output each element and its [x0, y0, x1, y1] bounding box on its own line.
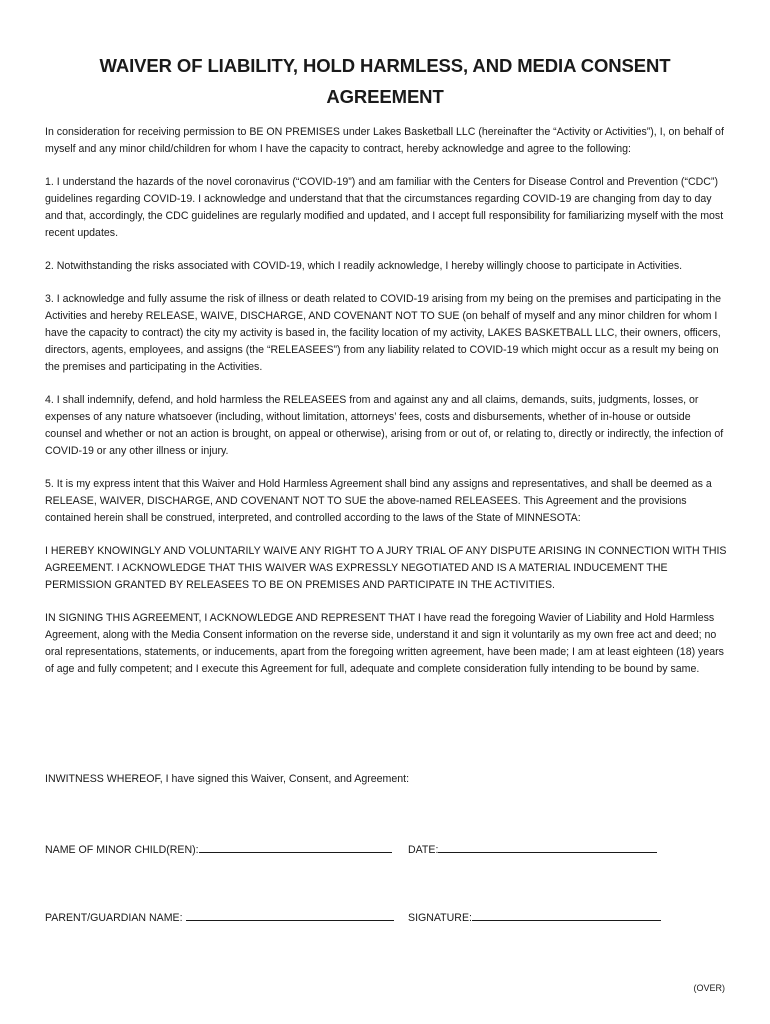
- clause-3: 3. I acknowledge and fully assume the risk of illness or death related to COVID-19 arising from my being on the premises and participating in the Activities and hereby RELEASE, WAIVE, DISCHARGE, AND COVENANT NOT TO SUE (on behalf of myself and any minor children for whom I have the capacity to contract) the city my activity is based in, the facility location of my activity, LAKES BASKETBALL LLC, their owners, officers, directors, agents, employees, and assigns (the “RELEASEES”) from any liability related to COVID-19 which might occur as a result my being on the premises and participating in the Activities.: [45, 293, 721, 373]
- clause-4: 4. I shall indemnify, defend, and hold harmless the RELEASEES from and against any and all claims, demands, suits, judgments, losses, or expenses of any nature whatsoever (including, without limitation, attorneys’ fees, costs and disbursements, whether of in-house or outside counsel and whether or not an action is brought, on appeal or otherwise), arising from or out of, or relating to, directly or indirectly, the infection of COVID-19 or any other illness or injury.: [45, 394, 724, 457]
- clause-1: 1. I understand the hazards of the novel coronavirus (“COVID-19”) and am familiar with the Centers for Disease Control and Prevention (“CDC”) guidelines regarding COVID-19. I acknowledge and understand that that the circumstances regarding COVID-19 are changing from day to day and that, accordingly, the CDC guidelines are regularly modified and updated, and I accept full responsibility for familiarizing myself with the most recent updates.: [45, 176, 724, 239]
- over-note: (OVER): [693, 983, 725, 993]
- clause-2: 2. Notwithstanding the risks associated with COVID-19, which I readily acknowledge, I hereby willingly choose to participate in Activities.: [45, 260, 683, 272]
- document-body: [45, 124, 727, 694]
- date-line[interactable]: [438, 841, 657, 853]
- witness-statement: INWITNESS WHEREOF, I have signed this Waiver, Consent, and Agreement:: [45, 773, 410, 785]
- intro-paragraph: In consideration for receiving permission to BE ON PREMISES under Lakes Basketball LLC (hereinafter the “Activity or Activities”), I, on behalf of myself and any minor child/children for whom I have the capacity to contract, hereby acknowledge and agree to the following:: [45, 126, 724, 155]
- date-label: DATE:: [408, 844, 439, 856]
- jury-waiver-paragraph: I HEREBY KNOWINGLY AND VOLUNTARILY WAIVE ANY RIGHT TO A JURY TRIAL OF ANY DISPUTE ARISING IN CONNECTION WITH THIS AGREEMENT. I ACKNOWLEDGE THAT THIS WAIVER WAS EXPRESSLY NEGOTIATED AND IS A MATERIAL INDUCEMENT THE PERMISSION GRANTED BY RELEASEES TO BE ON PREMISES AND PARTICIPATE IN THE ACTIVITIES.: [45, 545, 727, 591]
- date-field[interactable]: [408, 841, 657, 859]
- signature-field[interactable]: [408, 909, 661, 927]
- parent-guardian-field[interactable]: [45, 909, 394, 927]
- document-title: WAIVER OF LIABILITY, HOLD HARMLESS, AND MEDIA CONSENT AGREEMENT: [99, 55, 671, 107]
- signing-acknowledgement-paragraph: IN SIGNING THIS AGREEMENT, I ACKNOWLEDGE AND REPRESENT THAT I have read the foregoing Wavier of Liability and Hold Harmless Agreement, along with the Media Consent information on the reverse side, understand it and sign it voluntarily as my own free act and deed; no oral representations, statements, or inducements, apart from the foregoing written agreement, have been made; I am at least eighteen (18) years of age and fully competent; and I execute this Agreement for full, adequate and complete consideration fully intending to be bound by same.: [45, 612, 724, 675]
- clause-5: 5. It is my express intent that this Waiver and Hold Harmless Agreement shall bind any assigns and representatives, and shall be deemed as a RELEASE, WAIVER, DISCHARGE, AND COVENANT NOT TO SUE the above-named RELEASEES. This Agreement and the provisions contained herein shall be construed, interpreted, and controlled according to the laws of the State of MINNESOTA:: [45, 478, 712, 524]
- minor-name-field[interactable]: [45, 841, 392, 859]
- parent-guardian-label: PARENT/GUARDIAN NAME:: [45, 912, 183, 924]
- minor-name-label: NAME OF MINOR CHILD(REN):: [45, 844, 199, 856]
- signature-line[interactable]: [472, 909, 661, 921]
- minor-name-line[interactable]: [199, 841, 392, 853]
- signature-label: SIGNATURE:: [408, 912, 472, 924]
- parent-guardian-line[interactable]: [186, 909, 394, 921]
